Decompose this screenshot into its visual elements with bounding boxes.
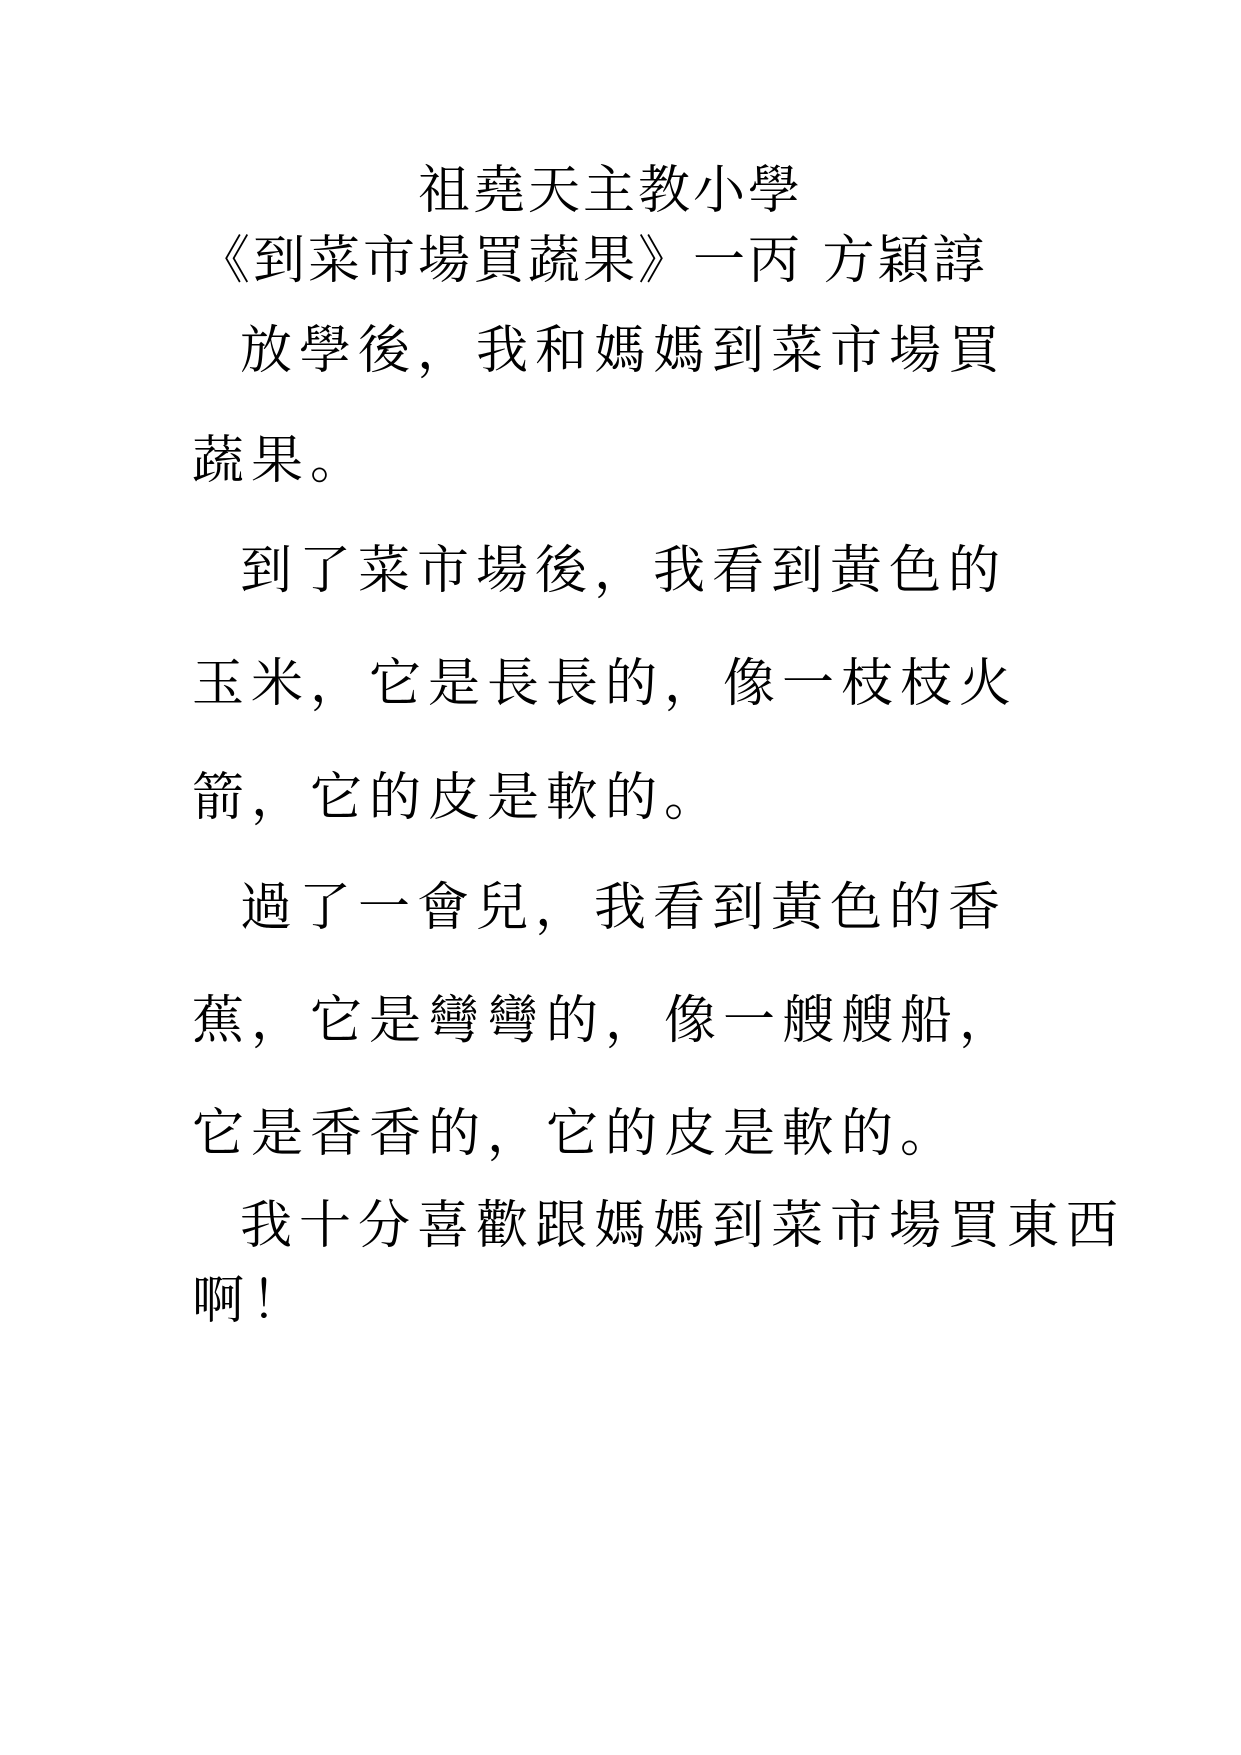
essay-line-6: 過了一會兒，我看到黃色的香 <box>240 878 1008 938</box>
essay-line-9: 我十分喜歡跟媽媽到菜市場買東西 <box>240 1196 1126 1256</box>
essay-line-10: 啊！ <box>192 1271 311 1331</box>
essay-line-2: 蔬果。 <box>192 431 370 491</box>
essay-line-4: 玉米，它是長長的，像一枝枝火 <box>192 654 1019 714</box>
essay-line-5: 箭，它的皮是軟的。 <box>192 768 724 828</box>
essay-line-8: 它是香香的，它的皮是軟的。 <box>192 1104 960 1164</box>
essay-line-1: 放學後，我和媽媽到菜市場買 <box>240 321 1008 381</box>
essay-heading: 《到菜市場買蔬果》一丙 方穎諄 <box>198 231 988 291</box>
school-name: 祖堯天主教小學 <box>418 161 804 221</box>
essay-line-7: 蕉，它是彎彎的，像一艘艘船， <box>192 991 1019 1051</box>
essay-line-3: 到了菜市場後，我看到黃色的 <box>240 541 1008 601</box>
